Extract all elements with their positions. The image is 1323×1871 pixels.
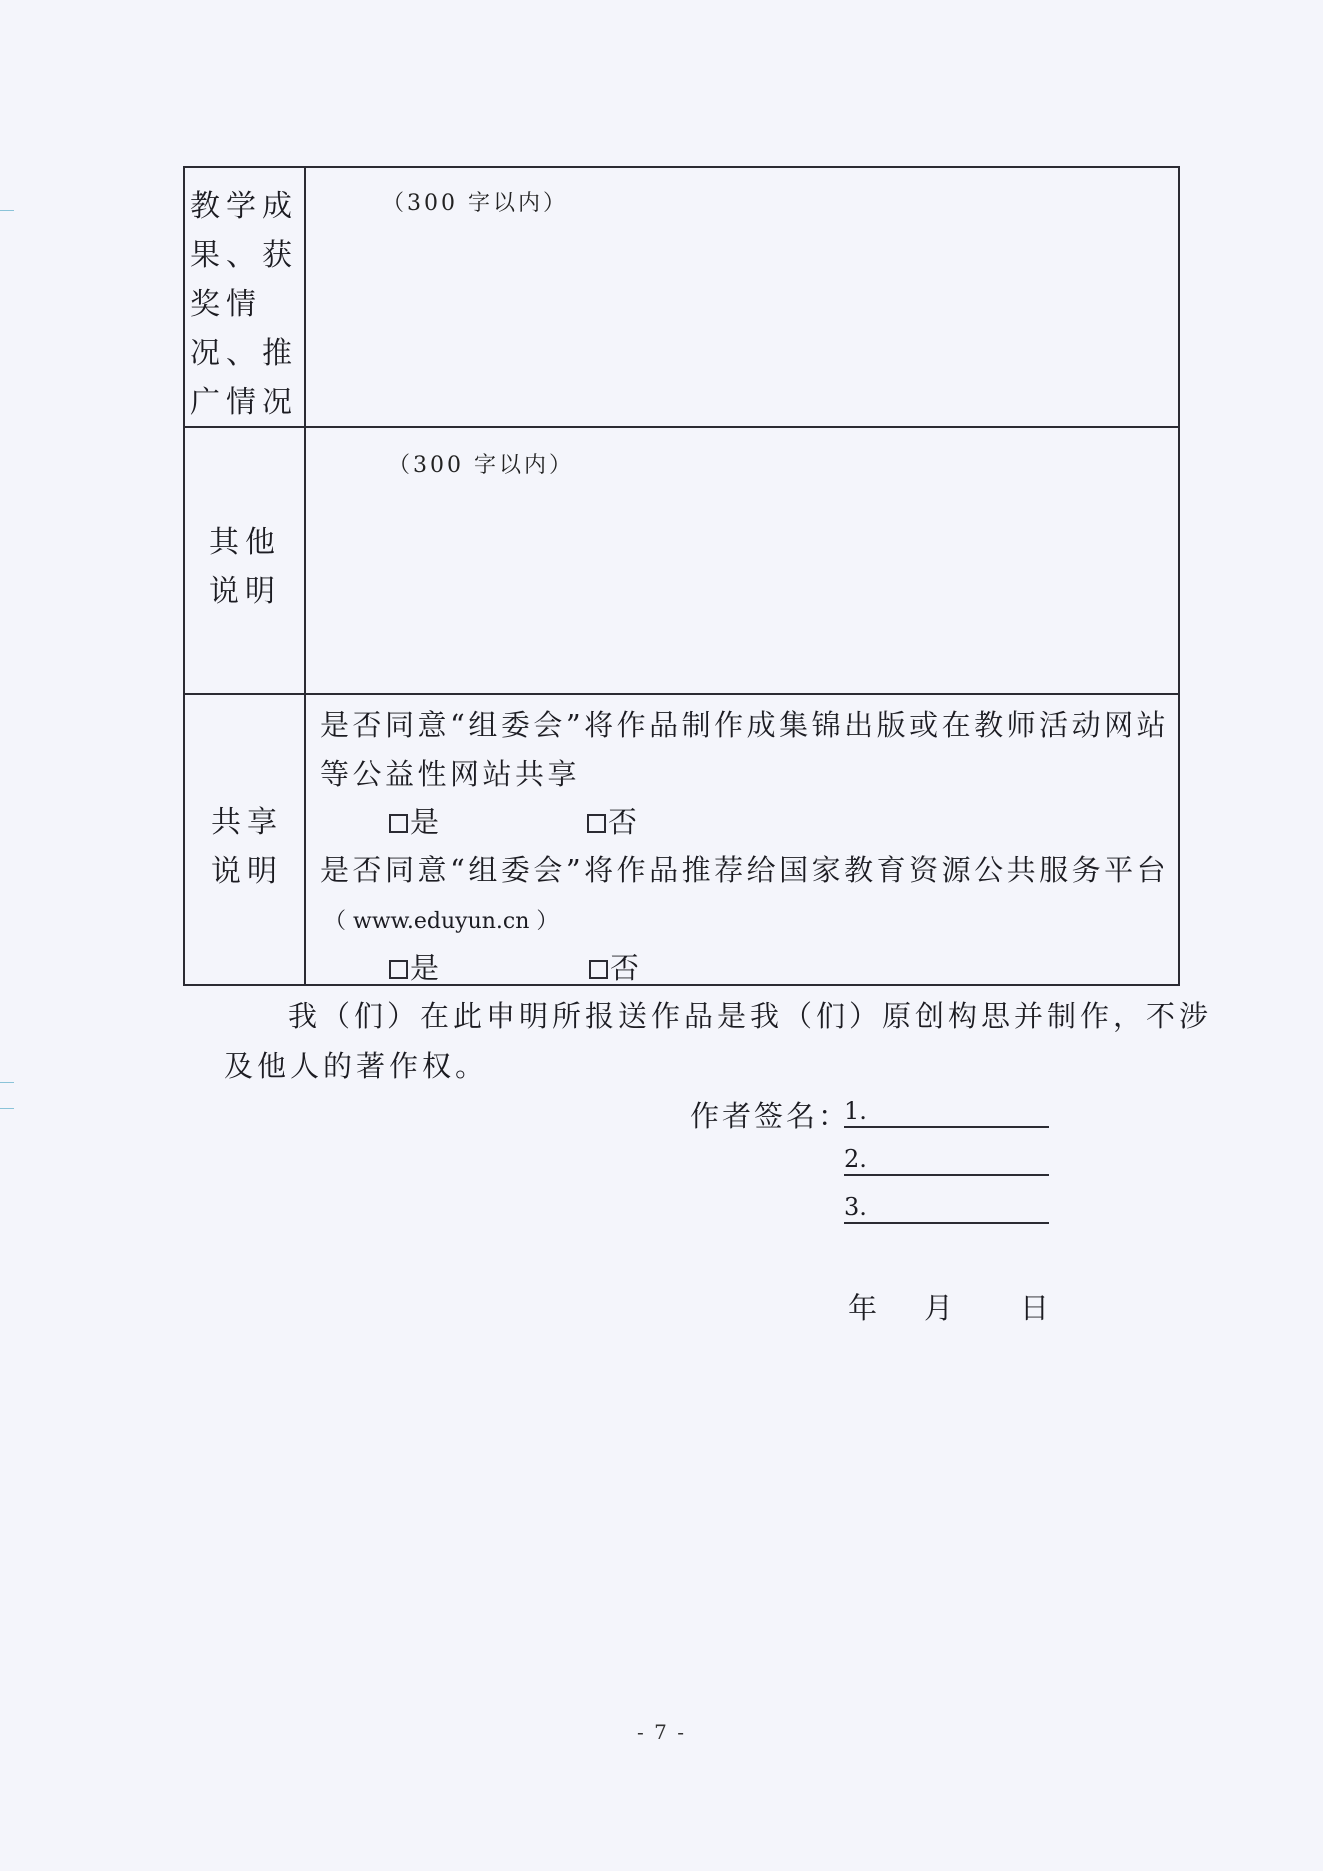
label-line: 说明: [209, 574, 281, 609]
option-label: 是: [410, 805, 440, 839]
signature-number: 1.: [844, 1097, 867, 1125]
author-signature-label: 作者签名：: [690, 1099, 851, 1133]
date-day: 日: [1020, 1291, 1050, 1325]
word-limit-note: （300 字以内）: [388, 453, 574, 478]
checkbox-icon[interactable]: [389, 960, 408, 979]
signature-line-1[interactable]: [844, 1096, 1049, 1128]
date-year: 年: [848, 1291, 878, 1325]
sharing-q2-yes-option[interactable]: [389, 946, 439, 987]
sharing-question-1-continued: 等公益性网站共享: [320, 757, 581, 791]
sharing-question-1: 是否同意“组委会”将作品制作成集锦出版或在教师活动网站: [320, 708, 1170, 742]
sharing-question-2: 是否同意“组委会”将作品推荐给国家教育资源公共服务平台: [320, 853, 1170, 887]
checkbox-icon[interactable]: [587, 814, 606, 833]
scan-edge-mark: [0, 1108, 14, 1109]
checkbox-icon[interactable]: [589, 960, 608, 979]
other-notes-input-area[interactable]: [306, 488, 1178, 691]
scan-edge-mark: [0, 1082, 14, 1083]
row-divider: [185, 693, 1178, 695]
signature-line-2[interactable]: [844, 1144, 1049, 1176]
label-line: 教学成: [190, 189, 298, 224]
option-label: 是: [410, 951, 440, 985]
label-line: 广情况: [190, 385, 298, 420]
label-line: 况、推: [190, 336, 298, 371]
signature-number: 2.: [844, 1145, 867, 1173]
option-label: 否: [610, 951, 640, 985]
date-month: 月: [924, 1291, 954, 1325]
row-divider: [185, 426, 1178, 428]
declaration-text: 我（们）在此申明所报送作品是我（们）原创构思并制作，不涉: [288, 999, 1213, 1033]
checkbox-icon[interactable]: [389, 814, 408, 833]
achievements-input-area[interactable]: [306, 228, 1178, 424]
option-label: 否: [608, 805, 638, 839]
achievements-row-label: [190, 182, 298, 427]
label-line: 共享: [211, 805, 283, 840]
page-number: - 7 -: [637, 1720, 686, 1744]
application-form-table: [183, 166, 1180, 986]
platform-url: （ www.eduyun.cn ）: [324, 909, 559, 934]
sharing-q2-no-option[interactable]: [589, 946, 639, 987]
label-line: 其他: [209, 525, 281, 560]
sharing-row-label: [211, 798, 283, 896]
declaration-text-continued: 及他人的著作权。: [224, 1049, 489, 1083]
signature-line-3[interactable]: [844, 1192, 1049, 1224]
label-line: 说明: [211, 854, 283, 889]
signature-number: 3.: [844, 1193, 867, 1221]
sharing-q1-no-option[interactable]: [587, 800, 637, 841]
word-limit-note: （300 字以内）: [382, 191, 568, 216]
other-notes-row-label: [209, 518, 281, 616]
scan-edge-mark: [0, 210, 14, 211]
label-line: 果、获: [190, 238, 298, 273]
label-line: 奖情: [190, 287, 262, 322]
sharing-q1-yes-option[interactable]: [389, 800, 439, 841]
